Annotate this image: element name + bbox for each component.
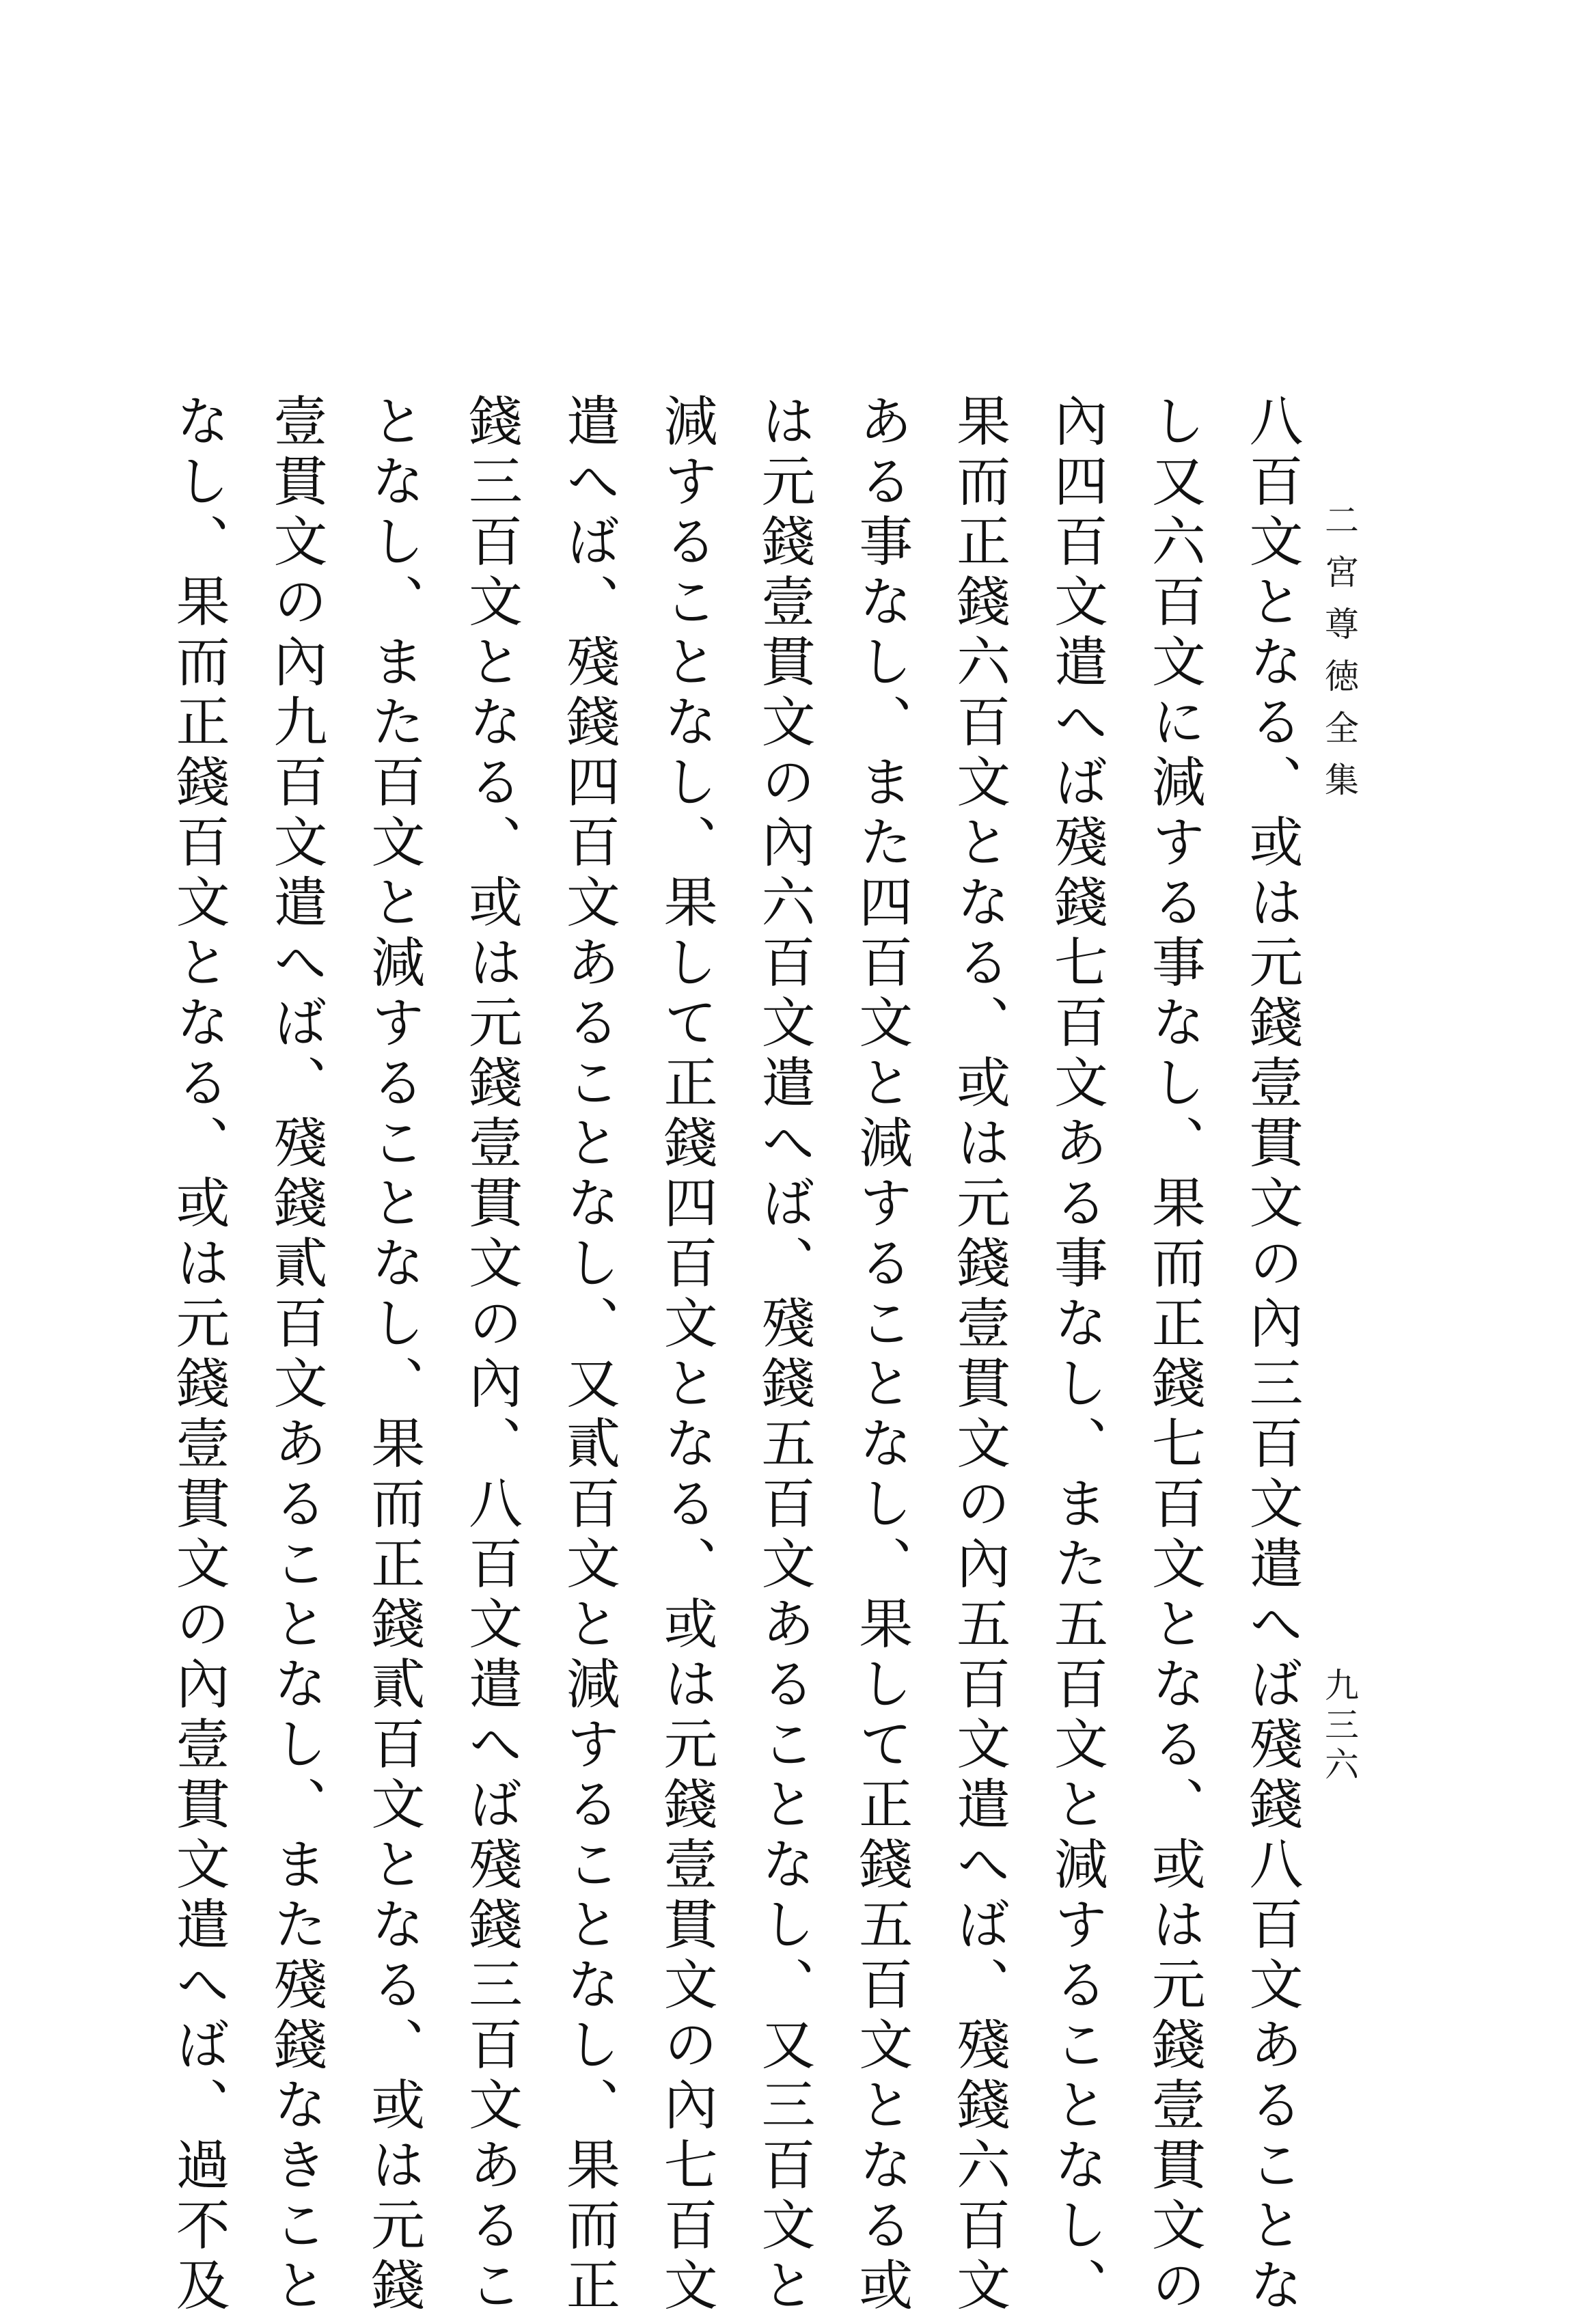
body-text xyxy=(167,393,1303,2317)
text-column: し又六百文に減する事なし、果而正錢七百文となる、或は元錢壹貫文の xyxy=(1142,393,1206,2317)
text-column: は元錢壹貫文の內六百文遣へば、殘錢五百文あることなし、又三百文と xyxy=(752,393,815,2317)
text-column: となし、また百文と減することなし、果而正錢貳百文となる、或は元錢 xyxy=(361,393,425,2317)
text-column: 八百文となる、或は元錢壹貫文の內三百文遣へば殘錢八百文あることな xyxy=(1240,393,1303,2317)
text-column: 果而正錢六百文となる、或は元錢壹貫文の內五百文遣へば、殘錢六百文 xyxy=(947,393,1010,2317)
page-number: 九三六 xyxy=(1319,1667,1359,1786)
running-title: 二宮尊徳全集 xyxy=(1319,502,1359,814)
text-column: ある事なし、また四百文と減することなし、果して正錢五百文となる或 xyxy=(849,393,913,2317)
text-column: なし、果而正錢百文となる、或は元錢壹貫文の內壹貫文遣へば、過不及 xyxy=(167,393,230,2317)
text-column: 錢三百文となる、或は元錢壹貫文の內、八百文遣へば殘錢三百文あるこ xyxy=(459,393,523,2317)
text-column: 內四百文遣へば殘錢七百文ある事なし、また五百文と減することなし、 xyxy=(1045,393,1108,2317)
text-column: 遣へば、殘錢四百文あることなし、又貳百文と減することなし、果而正 xyxy=(557,393,620,2317)
text-column: 壹貫文の內九百文遣へば、殘錢貳百文あることなし、また殘錢なきこと xyxy=(264,393,327,2317)
text-column: 減することなし、果して正錢四百文となる、或は元錢壹貫文の內七百文 xyxy=(655,393,718,2317)
